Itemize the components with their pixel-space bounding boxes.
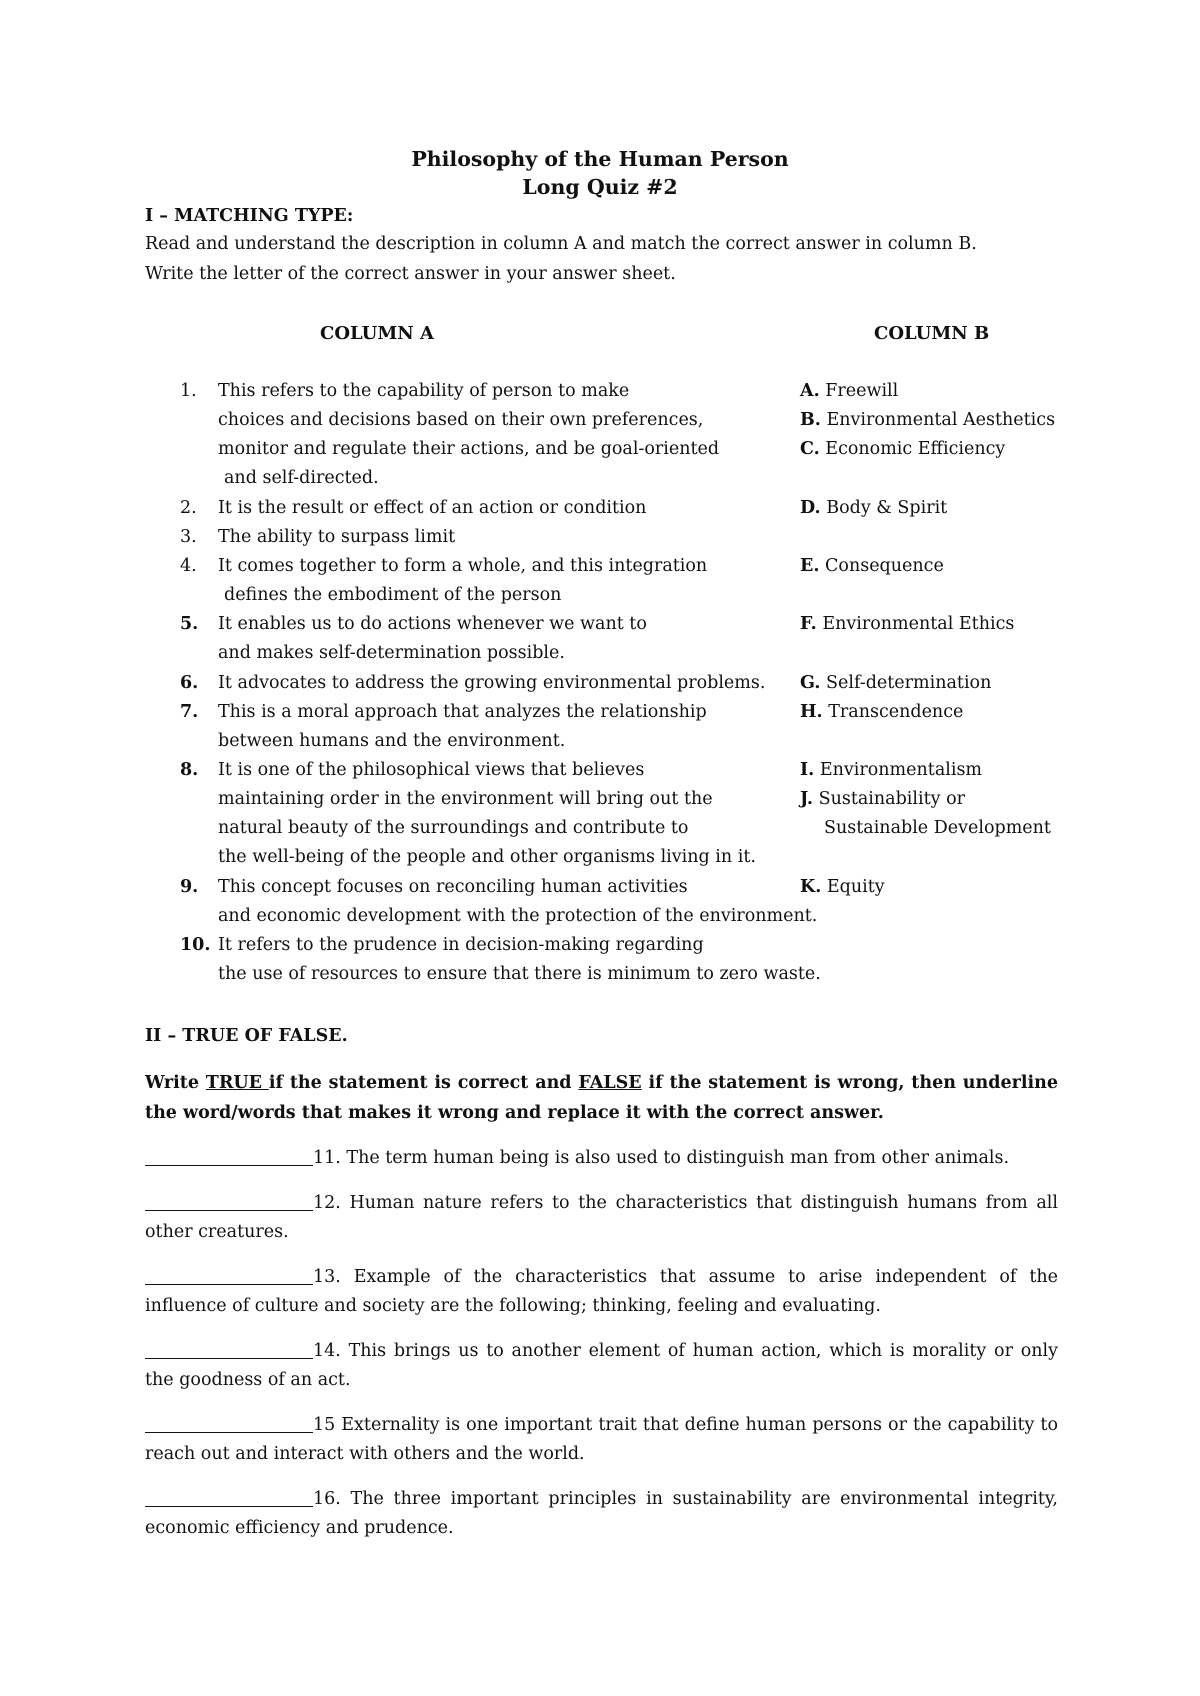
- answer-blank[interactable]: [145, 1340, 313, 1359]
- option-environmental-aesthetics: B. Environmental Aesthetics: [800, 410, 1056, 430]
- option-consequence: E. Consequence: [800, 556, 944, 576]
- option-environmentalism: I. Environmentalism: [800, 760, 983, 780]
- question-11: 11. The term human being is also used to distinguish man from other animals.: [145, 1144, 1058, 1173]
- question-14: 14. This brings us to another element of human action, which is morality or only the goodness of an act.: [145, 1341, 1058, 1390]
- option-freewill: A. Freewill: [800, 381, 899, 401]
- part1-heading: I – MATCHING TYPE:: [145, 206, 354, 226]
- answer-blank[interactable]: [145, 1147, 313, 1166]
- item-line: It enables us to do actions whenever we want to: [218, 614, 647, 634]
- item-number: 3.: [180, 527, 197, 547]
- item-line: and economic development with the protection of the environment.: [218, 906, 818, 926]
- item-line: choices and decisions based on their own preferences,: [218, 410, 704, 430]
- item-line: monitor and regulate their actions, and be goal-oriented: [218, 439, 720, 459]
- item-line: It is the result or effect of an action or condition: [218, 498, 647, 518]
- part1-instruction-line2: Write the letter of the correct answer in your answer sheet.: [145, 264, 676, 284]
- item-line: It advocates to address the growing environmental problems.: [218, 673, 766, 693]
- option-sustainable-development: Sustainable Development: [824, 818, 1051, 838]
- item-number: 9.: [180, 877, 199, 897]
- part1-instruction-line1: Read and understand the description in column A and match the correct answer in column B.: [145, 234, 977, 254]
- option-self-determination: G. Self-determination: [800, 673, 992, 693]
- item-line: It refers to the prudence in decision-making regarding: [218, 935, 704, 955]
- question-16: 16. The three important principles in sustainability are environmental integrity, economic efficiency and prudence.: [145, 1489, 1058, 1538]
- column-a-header: COLUMN A: [320, 323, 434, 344]
- document-subtitle: Long Quiz #2: [522, 175, 678, 199]
- item-number: 1.: [180, 381, 197, 401]
- document-title: Philosophy of the Human Person: [411, 147, 789, 171]
- item-number: 5.: [180, 614, 199, 634]
- part2-instruction: Write TRUE if the statement is correct and FALSE if the statement is wrong, then underline the word/words that makes it wrong and replace it with the correct answer.: [145, 1073, 1058, 1123]
- option-body-spirit: D. Body & Spirit: [800, 498, 948, 518]
- question-12: 12. Human nature refers to the characteristics that distinguish humans from all other creatures.: [145, 1193, 1058, 1242]
- item-line: This refers to the capability of person to make: [218, 381, 630, 401]
- item-line: This is a moral approach that analyzes the relationship: [218, 702, 707, 722]
- option-equity: K. Equity: [800, 877, 885, 897]
- item-line: between humans and the environment.: [218, 731, 566, 751]
- question-13: 13. Example of the characteristics that assume to arise independent of the influence of culture and society are the following; thinking, feeling and evaluating.: [145, 1267, 1058, 1316]
- item-number: 6.: [180, 673, 199, 693]
- item-line: The ability to surpass limit: [218, 527, 456, 547]
- answer-blank[interactable]: [145, 1266, 313, 1285]
- item-number: 10.: [180, 935, 211, 955]
- item-number: 7.: [180, 702, 199, 722]
- item-line: maintaining order in the environment will bring out the: [218, 789, 713, 809]
- item-line: It comes together to form a whole, and this integration: [218, 556, 708, 576]
- column-b-header: COLUMN B: [874, 323, 990, 344]
- option-environmental-ethics: F. Environmental Ethics: [800, 614, 1015, 634]
- question-15: 15 Externality is one important trait that define human persons or the capability to reach out and interact with others and the world.: [145, 1415, 1058, 1464]
- answer-blank[interactable]: [145, 1488, 313, 1507]
- part2-heading: II – TRUE OF FALSE.: [145, 1026, 348, 1046]
- item-line: and makes self-determination possible.: [218, 643, 565, 663]
- answer-blank[interactable]: [145, 1414, 313, 1433]
- item-line: natural beauty of the surroundings and contribute to: [218, 818, 689, 838]
- item-line: the use of resources to ensure that there is minimum to zero waste.: [218, 964, 821, 984]
- item-line: and self-directed.: [224, 468, 379, 488]
- item-number: 8.: [180, 760, 199, 780]
- option-economic-efficiency: C. Economic Efficiency: [800, 439, 1006, 459]
- item-line: This concept focuses on reconciling human activities: [218, 877, 688, 897]
- answer-blank[interactable]: [145, 1192, 313, 1211]
- item-number: 4.: [180, 556, 197, 576]
- item-line: defines the embodiment of the person: [224, 585, 562, 605]
- option-sustainability: J. Sustainability or: [800, 789, 965, 809]
- item-line: the well-being of the people and other organisms living in it.: [218, 847, 756, 867]
- item-number: 2.: [180, 498, 197, 518]
- option-transcendence: H. Transcendence: [800, 702, 964, 722]
- item-line: It is one of the philosophical views that believes: [218, 760, 645, 780]
